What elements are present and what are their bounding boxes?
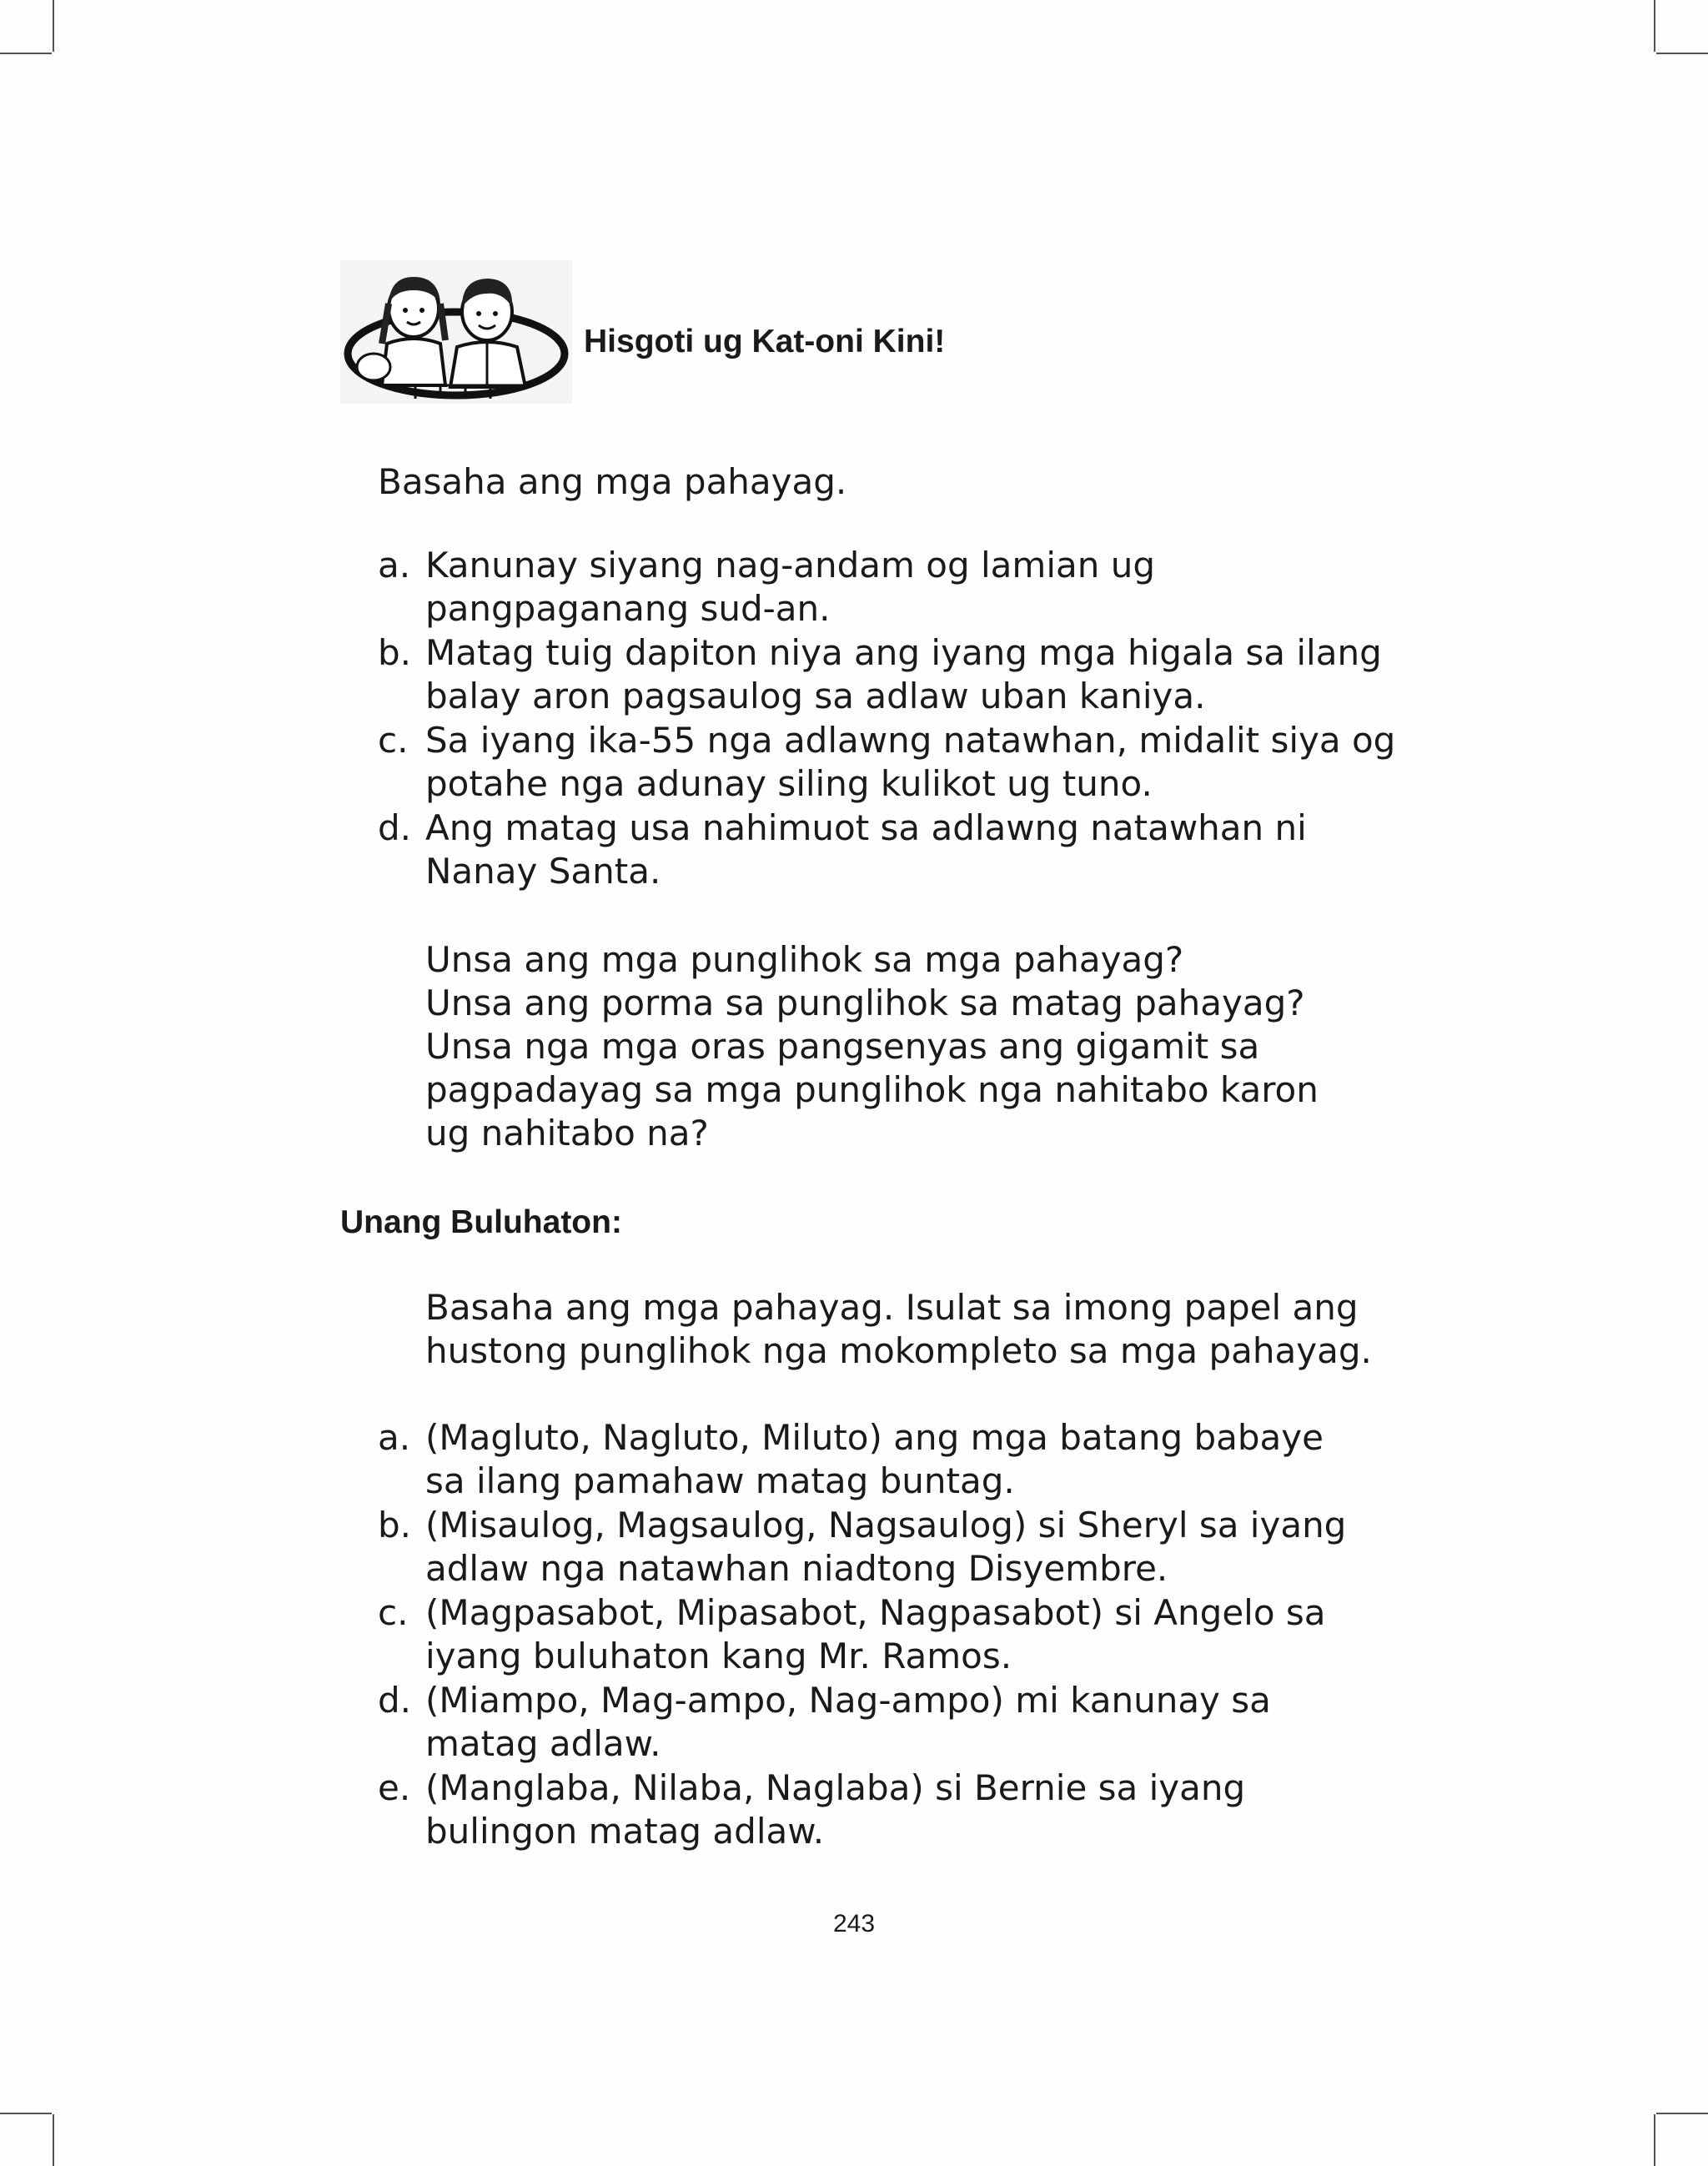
exercise-item-line: (Miampo, Mag-ampo, Nag-ampo) mi kanunay sa (425, 1680, 1271, 1721)
exercise-item-label: e. (378, 1767, 411, 1808)
exercise-item-label: a. (378, 1417, 411, 1458)
exercise-item (425, 1766, 1245, 1853)
question-line: pagpadayag sa mga punglihok nga nahitabo karon (425, 1069, 1319, 1110)
exercise-item (425, 1504, 1346, 1591)
question-line: Unsa nga mga oras pangsenyas ang gigamit sa (425, 1026, 1260, 1067)
crop-mark (53, 0, 54, 52)
crop-mark (1654, 0, 1655, 52)
list-item-label: c. (378, 720, 409, 761)
exercise-item (425, 1416, 1324, 1503)
list-item-label: a. (378, 545, 411, 585)
list-item-line: Ang matag usa nahimuot sa adlawng natawhan ni (425, 807, 1307, 848)
exercise-item-line: matag adlaw. (425, 1723, 661, 1764)
list-item (425, 719, 1395, 806)
list-item-label: b. (378, 632, 412, 673)
exercise-item-line: adlaw nga natawhan niadtong Disyembre. (425, 1548, 1168, 1589)
exercise-item-line: (Magpasabot, Mipasabot, Nagpasabot) si Angelo sa (425, 1592, 1326, 1633)
exercise-item-line: iyang buluhaton kang Mr. Ramos. (425, 1636, 1012, 1676)
list-item-line: potahe nga adunay siling kulikot ug tuno. (425, 763, 1153, 804)
exercise-item-line: (Magluto, Nagluto, Miluto) ang mga batang babaye (425, 1417, 1324, 1458)
exercise-item-label: b. (378, 1505, 412, 1545)
list-item-line: Sa iyang ika-55 nga adlawng natawhan, midalit siya og (425, 720, 1396, 761)
list-item-line: pangpaganang sud-an. (425, 588, 831, 629)
list-item-label: d. (378, 807, 412, 848)
list-item-line: balay aron pagsaulog sa adlaw uban kaniya. (425, 676, 1206, 716)
exercise-item-line: (Manglaba, Nilaba, Naglaba) si Bernie sa iyang (425, 1767, 1246, 1808)
children-illustration-icon (340, 260, 572, 404)
intro-questions (425, 938, 1319, 1155)
list-item (425, 807, 1307, 893)
list-item-line: Matag tuig dapiton niya ang iyang mga higala sa ilang (425, 632, 1382, 673)
page-title: Hisgoti ug Kat-oni Kini! (584, 324, 946, 359)
crop-mark (1656, 53, 1708, 54)
crop-mark (0, 53, 52, 54)
instruction-line: Basaha ang mga pahayag. Isulat sa imong papel ang (425, 1287, 1359, 1328)
list-item (425, 544, 1155, 631)
exercise-item-label: d. (378, 1680, 412, 1721)
crop-mark (53, 2114, 54, 2166)
exercise-item-line: sa ilang pamahaw matag buntag. (425, 1460, 1015, 1501)
exercise-item (425, 1679, 1271, 1766)
exercise-item (425, 1591, 1326, 1678)
intro-instruction: Basaha ang mga pahayag. (378, 461, 847, 502)
question-line: Unsa ang mga punglihok sa mga pahayag? (425, 939, 1184, 980)
exercise-item-label: c. (378, 1592, 409, 1633)
crop-mark (0, 2113, 52, 2114)
question-line: Unsa ang porma sa punglihok sa matag pahayag? (425, 982, 1305, 1023)
list-item-line: Kanunay siyang nag-andam og lamian ug (425, 545, 1155, 585)
list-item (425, 631, 1382, 718)
section-title: Unang Buluhaton: (340, 1204, 622, 1240)
crop-mark (1656, 2113, 1708, 2114)
list-item-line: Nanay Santa. (425, 851, 661, 892)
exercise-item-line: bulingon matag adlaw. (425, 1811, 825, 1852)
instruction-line: hustong punglihok nga mokompleto sa mga pahayag. (425, 1330, 1372, 1371)
question-line: ug nahitabo na? (425, 1113, 709, 1153)
crop-mark (1654, 2114, 1655, 2166)
exercise-item-line: (Misaulog, Magsaulog, Nagsaulog) si Sheryl sa iyang (425, 1505, 1347, 1545)
task-instruction (425, 1286, 1372, 1373)
page-number: 243 (832, 1910, 876, 1937)
